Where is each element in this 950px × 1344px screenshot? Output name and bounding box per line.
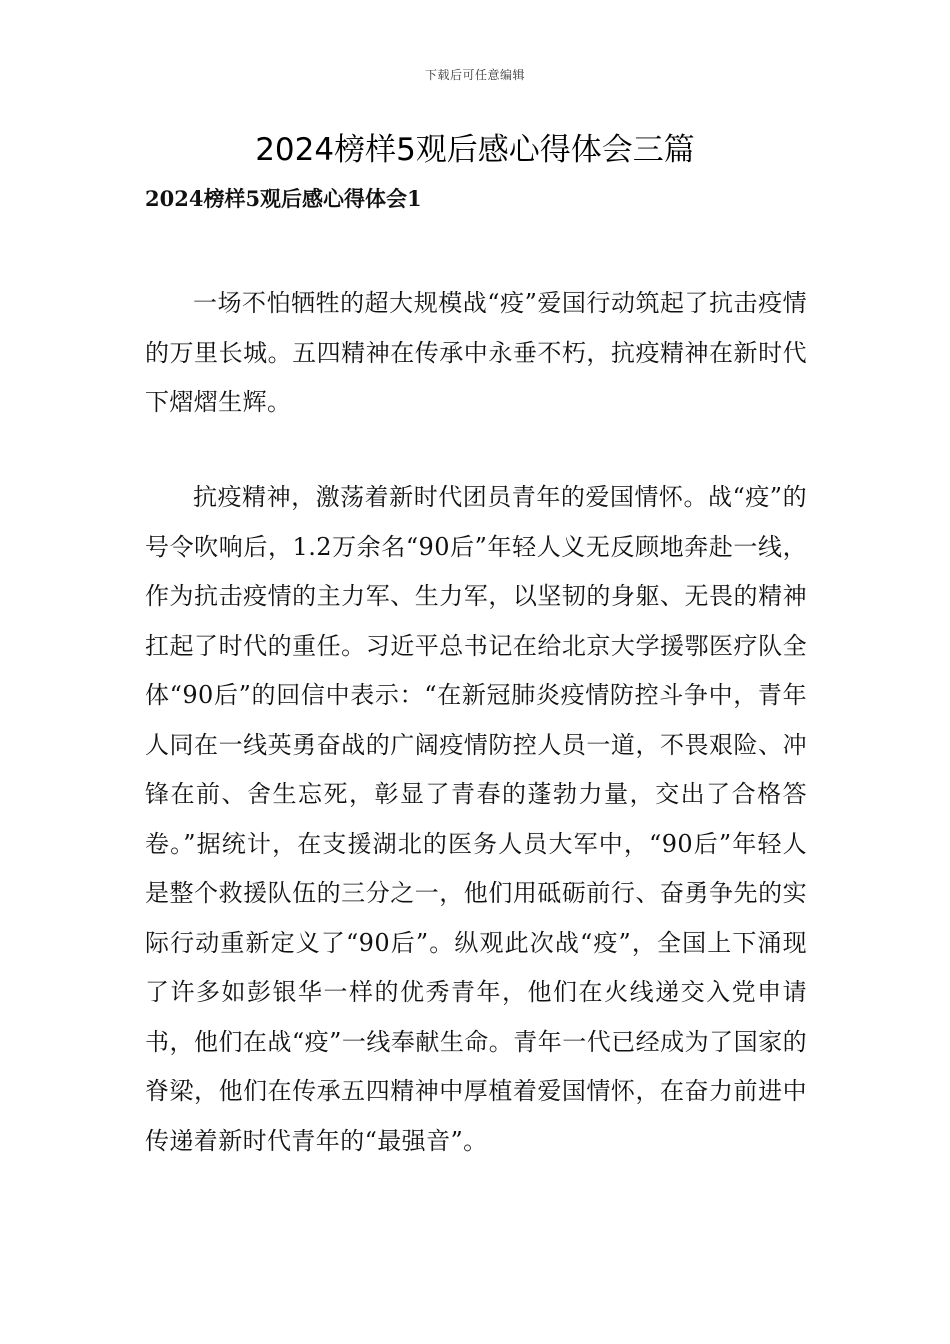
paragraph-1: 一场不怕牺牲的超大规模战“疫”爱国行动筑起了抗击疫情的万里长城。五四精神在传承中永垂不朽，抗疫精神在新时代下熠熠生辉。 [145, 289, 807, 416]
header-note: 下载后可任意编辑 [424, 68, 525, 82]
section-heading: 2024榜样5观后感心得体会1 [145, 186, 422, 211]
paragraph-2: 抗疫精神，激荡着新时代团员青年的爱国情怀。战“疫”的号令吹响后，1.2万余名“90后”年轻人义无反顾地奔赴一线，作为抗击疫情的主力军、生力军，以坚韧的身躯、无畏的精神扛起了时代的重任。习近平总书记在给北京大学援鄂医疗队全体“90后”的回信中表示：“在新冠肺炎疫情防控斗争中，青年人同在一线英勇奋战的广阔疫情防控人员一道，不畏艰险、冲锋在前、舍生忘死，彰显了青春的蓬勃力量，交出了合格答卷。”据统计，在支援湖北的医务人员大军中，“90后”年轻人是整个救援队伍的三分之一，他们用砥砺前行、奋勇争先的实际行动重新定义了“90后”。纵观此次战“疫”，全国上下涌现了许多如彭银华一样的优秀青年，他们在火线递交入党申请书，他们在战“疫”一线奉献生命。青年一代已经成为了国家的脊梁，他们在传承五四精神中厚植着爱国情怀，在奋力前进中传递着新时代青年的“最强音”。 [145, 483, 807, 1155]
document-title: 2024榜样5观后感心得体会三篇 [255, 132, 695, 168]
